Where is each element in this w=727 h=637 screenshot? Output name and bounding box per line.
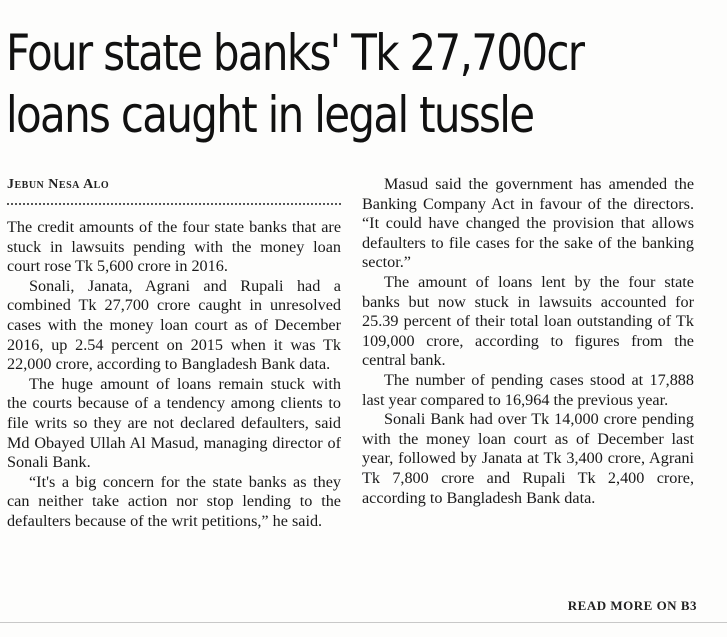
article-column-1 (7, 218, 341, 532)
paragraph: The credit amounts of the four state banks that are stuck in lawsuits pending with the money loan court rose Tk 5,600 crore in 2016. (7, 218, 341, 276)
bottom-border (0, 622, 727, 623)
paragraph: Masud said the government has amended the Banking Company Act in favour of the directors. “It could have changed the provision that allows defaulters to file cases for the sake of the banking sector.” (362, 175, 694, 272)
read-more-link[interactable]: READ MORE ON B3 (567, 598, 697, 613)
byline: Jebun Nesa Alo (7, 177, 110, 192)
paragraph: Sonali Bank had over Tk 14,000 crore pending with the money loan court as of December last year, followed by Janata at Tk 3,400 crore, Agrani Tk 7,800 crore and Rupali Tk 2,400 crore, according to Bangladesh Bank data. (362, 410, 694, 507)
dotted-divider (7, 203, 341, 205)
headline-line-2: loans caught in legal tussle (6, 86, 534, 144)
paragraph: The number of pending cases stood at 17,888 last year compared to 16,964 the previous year. (362, 370, 694, 409)
paragraph: The amount of loans lent by the four state banks but now stuck in lawsuits accounted for 25.39 percent of their total loan outstanding of Tk 109,000 crore, according to figures from the central bank. (362, 272, 694, 370)
paragraph: The huge amount of loans remain stuck with the courts because of a tendency among clients to file writs so they are not declared defaulters, said Md Obayed Ullah Al Masud, managing director of Sonali Bank. (7, 374, 341, 472)
headline-line-1: Four state banks' Tk 27,700cr (6, 24, 584, 82)
paragraph: Sonali, Janata, Agrani and Rupali had a combined Tk 27,700 crore caught in unresolved cases with the money loan court as of December 2016, up 2.54 percent on 2015 when it was Tk 22,000 crore, according to Bangladesh Bank data. (7, 276, 341, 374)
article-column-2 (362, 175, 694, 508)
headline (6, 22, 720, 146)
paragraph: “It's a big concern for the state banks as they can neither take action nor stop lending to the defaulters because of the writ petitions,” he said. (7, 472, 341, 530)
